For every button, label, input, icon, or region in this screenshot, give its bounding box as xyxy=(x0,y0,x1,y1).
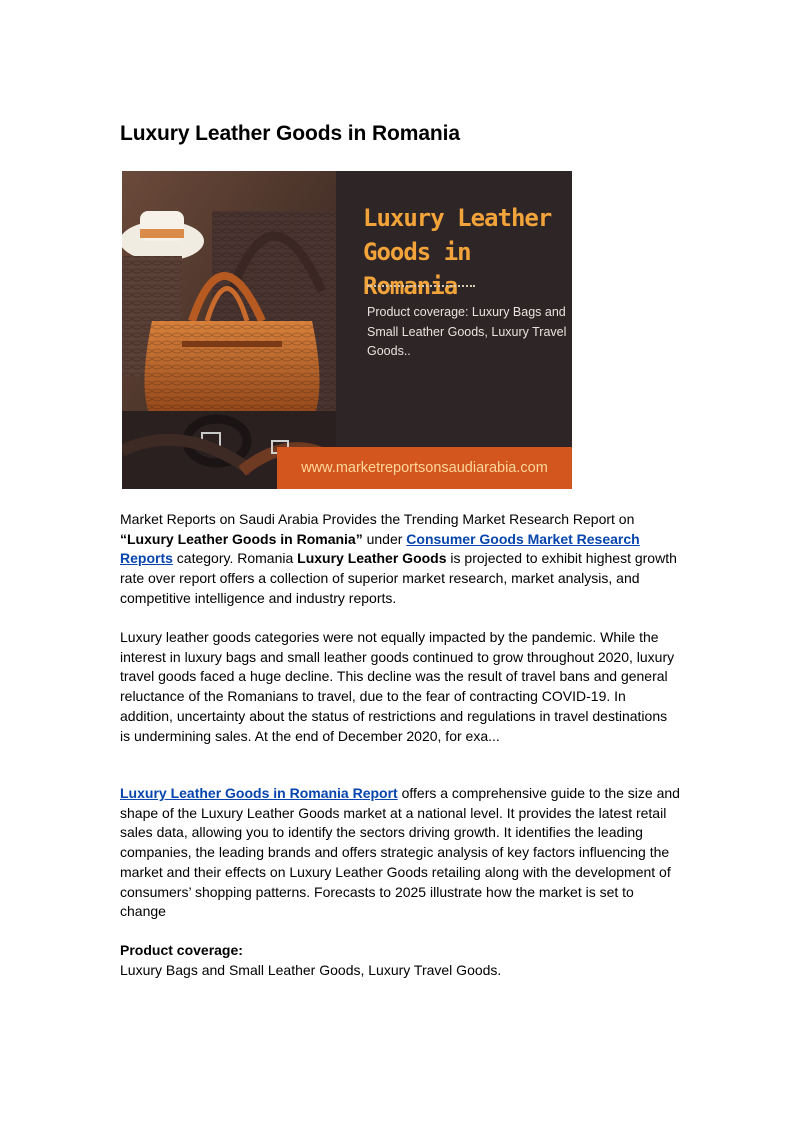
banner-divider xyxy=(367,285,475,287)
intro-after-link: category. Romania xyxy=(172,550,298,567)
banner-title xyxy=(363,201,568,303)
banner-title-line-1: Luxury Leather xyxy=(363,204,552,232)
intro-paragraph xyxy=(120,510,680,609)
banner-coverage-text: Product coverage: Luxury Bags and Small Leather Goods, Luxury Travel Goods.. xyxy=(367,305,567,358)
pandemic-paragraph: Luxury leather goods categories were not equally impacted by the pandemic. While the interest in luxury bags and small leather goods continued to grow throughout 2020, luxury travel goods faced a huge decline. This decline was the result of travel bans and general reluctance of the Romanians to travel, due to the fear of contracting COVID-19. In addition, uncertainty about the status of restrictions and regulations in travel destinations is undermining sales. At the end of December 2020, for exa... xyxy=(120,629,675,744)
banner-title-line-2: Goods in Romania xyxy=(363,238,471,300)
coverage-section xyxy=(120,941,680,980)
coverage-heading: Product coverage: xyxy=(120,942,243,958)
leather-goods-photo xyxy=(122,171,336,489)
report-paragraph xyxy=(120,784,680,922)
product-name: Luxury Leather Goods xyxy=(297,550,447,567)
intro-tail: is projected to exhibit highest growth rate over report offers a collection of superior market research, market analysis, and competitive intelligence and industry reports. xyxy=(120,550,677,606)
banner-url: www.marketreportsonsaudiarabia.com xyxy=(277,447,572,489)
report-name: “Luxury Leather Goods in Romania” xyxy=(120,530,363,547)
page-title: Luxury Leather Goods in Romania xyxy=(120,122,460,145)
report-link[interactable]: Luxury Leather Goods in Romania Report xyxy=(120,785,398,801)
report-description: offers a comprehensive guide to the size and shape of the Luxury Leather Goods market at a national level. It provides the latest retail sales data, allowing you to identify the sectors driving growth. It identifies the leading companies, the leading brands and offers strategic analysis of key factors influencing the market and their effects on Luxury Leather Goods retailing along with the development of consumers’ shopping patterns. Forecasts to 2025 illustrate how the market is set to change xyxy=(120,785,680,920)
intro-under: under xyxy=(362,530,407,547)
report-banner-image xyxy=(122,171,572,489)
intro-lead: Market Reports on Saudi Arabia Provides the Trending Market Research Report on xyxy=(120,511,635,527)
coverage-items: Luxury Bags and Small Leather Goods, Luxury Travel Goods. xyxy=(120,961,502,978)
consumer-goods-category-link[interactable]: Consumer Goods Market Research Reports xyxy=(120,530,640,567)
